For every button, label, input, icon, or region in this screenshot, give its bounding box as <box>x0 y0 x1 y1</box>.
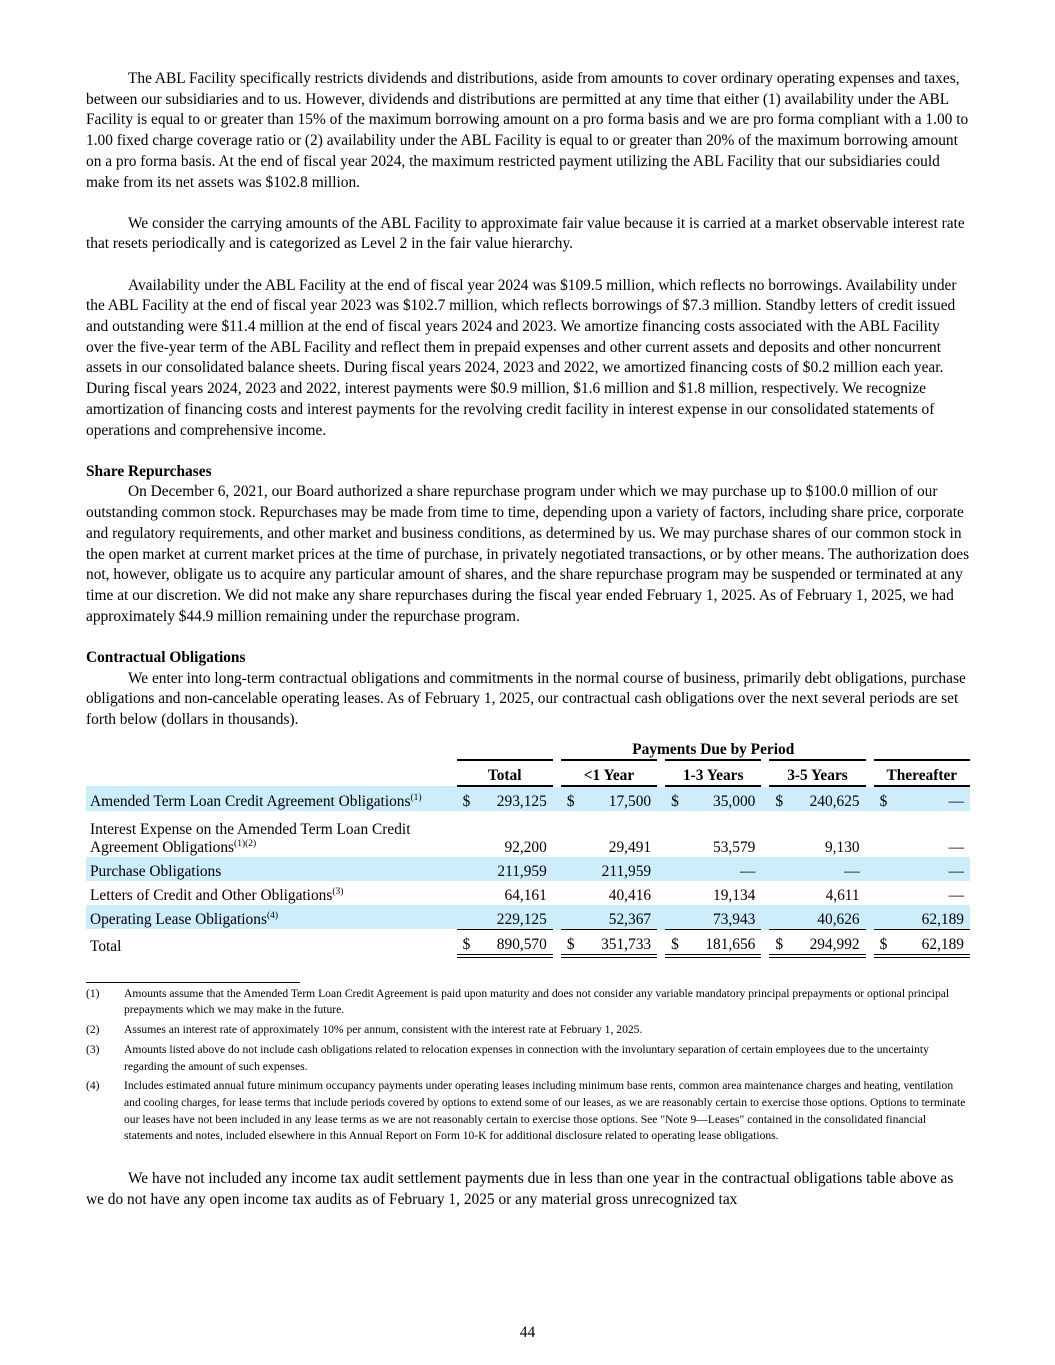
row-label: Interest Expense on the Amended Term Loan Credit Agreement Obligations$^{(1)(2)}$ <box>90 820 411 856</box>
footnote-text: Assumes an interest rate of approximately 10% per annum, consistent with the interest rate at February 1, 2025. <box>124 1023 643 1037</box>
cell-value: 17,500 <box>580 786 661 811</box>
cell-value: 229,125 <box>476 905 557 930</box>
paragraph-abl-restrictions: The ABL Facility specifically restricts dividends and distributions, aside from amounts to cover ordinary operating expenses and taxes, between our subsidiaries and to us. However, dividends and distributions are permitted at any time that either (1) availability under the ABL Facility is equal to or greater than 15% of the maximum borrowing amount on a pro forma basis and we are pro forma compliant with a 1.00 to 1.00 fixed charge coverage ratio or (2) availability under the ABL Facility is equal to or greater than 20% of the maximum borrowing amount on a pro forma basis. At the end of fiscal year 2024, the maximum restricted payment utilizing the ABL Facility that our subsidiaries could make from its net assets was $102.8 million. <box>86 70 969 191</box>
column-header: 1-3 Years <box>661 760 765 786</box>
footnote <box>86 1022 970 1039</box>
currency-symbol <box>870 857 894 881</box>
cell-value: 211,959 <box>476 857 557 881</box>
contractual-obligations-table <box>86 735 970 958</box>
footnote-text: Amounts assume that the Amended Term Loan Credit Agreement is paid upon maturity and does not consider any variable mandatory principal prepayments or optional principal prepayments which we may make in the future. <box>124 986 950 1017</box>
cell-value: 211,959 <box>580 857 661 881</box>
table-row <box>86 857 970 881</box>
footnote-text: Includes estimated annual future minimum occupancy payments under operating leases including minimum base rents, common area maintenance charges and heating, ventilation and cooling charges, for lease terms that include periods covered by options to extend some of our leases, as we are reasonably certain to exercise those options. Options to terminate our leases have not been included in any lease terms as we are not reasonably certain to exercise those options. See "Note 9—Leases" contained in the consolidated financial statements and notes, included elsewhere in this Annual Report on Form 10-K for additional disclosure related to operating lease obligations. <box>124 1079 966 1143</box>
footnote-rule <box>86 982 300 983</box>
currency-symbol: $ <box>457 929 477 956</box>
row-label: Purchase Obligations <box>86 857 457 881</box>
cell-value: 40,626 <box>789 905 870 930</box>
cell-value: — <box>948 838 964 856</box>
paragraph-contractual: We enter into long-term contractual obligations and commitments in the normal course of business, primarily debt obligations, purchase obligations and non-cancelable operating leases. As of February 1, 2025, our contractual cash obligations over the next several periods are set forth below (dollars in thousands). <box>86 669 966 728</box>
currency-symbol <box>870 811 894 857</box>
currency-symbol <box>457 905 477 930</box>
cell-value: 92,200 <box>504 838 547 856</box>
cell-value: 40,416 <box>608 886 652 904</box>
currency-symbol <box>661 857 685 881</box>
footnote-text: Amounts listed above do not include cash obligations related to relocation expenses in connection with the involuntary separation of certain employees due to the uncertainty regarding the amount of such expenses. <box>124 1042 929 1073</box>
cell-value: 181,656 <box>685 929 766 956</box>
cell-value: — <box>893 786 970 811</box>
cell-value: 73,943 <box>685 905 766 930</box>
paragraph-closing: We have not included any income tax audit settlement payments due in less than one year in the contractual obligations table above as we do not have any open income tax audits as of February 1, 2025 or any material gross unrecognized tax <box>86 1170 954 1208</box>
table-row <box>86 786 970 811</box>
cell-value: 4,611 <box>825 886 860 904</box>
footnote-key: (4) <box>86 1079 100 1093</box>
currency-symbol <box>870 905 894 930</box>
group-header: Payments Due by Period <box>457 735 970 760</box>
cell-value: 9,130 <box>824 838 860 856</box>
currency-symbol <box>661 811 685 857</box>
currency-symbol <box>765 905 789 930</box>
footnote-key: (2) <box>86 1023 100 1037</box>
cell-value: 62,189 <box>893 929 970 956</box>
footnote-ref: (4) <box>266 911 279 922</box>
page-number: 44 <box>519 1324 536 1341</box>
currency-symbol: $ <box>557 786 581 811</box>
currency-symbol <box>765 881 789 905</box>
paragraph-availability: Availability under the ABL Facility at the end of fiscal year 2024 was $109.5 million, which reflects no borrowings. Availability under the ABL Facility at the end of fiscal year 2023 was $102.7 million, which reflects borrowings of $7.3 million. Standby letters of credit issued and outstanding were $11.4 million at the end of fiscal years 2024 and 2023. We amortize financing costs associated with the ABL Facility over the five-year term of the ABL Facility and reflect them in prepaid expenses and other current assets and deposits and other noncurrent assets in our consolidated balance sheets. During fiscal years 2024, 2023 and 2022, we amortized financing costs of $0.2 million each year. During fiscal years 2024, 2023 and 2022, interest payments were $0.9 million, $1.6 million and $1.8 million, respectively. We recognize amortization of financing costs and interest payments for the revolving credit facility in interest expense in our consolidated statements of operations and comprehensive income. <box>86 276 957 439</box>
footnotes <box>86 986 970 1145</box>
currency-symbol: $ <box>661 786 685 811</box>
currency-symbol: $ <box>661 929 685 956</box>
currency-symbol <box>557 881 581 905</box>
currency-symbol <box>557 811 581 857</box>
cell-value: 62,189 <box>893 905 970 930</box>
cell-value: 64,161 <box>504 886 547 904</box>
currency-symbol <box>661 905 685 930</box>
cell-value: 35,000 <box>685 786 766 811</box>
footnote-key: (1) <box>86 986 100 1000</box>
cell-value: 19,134 <box>713 886 756 904</box>
currency-symbol <box>765 811 789 857</box>
footnote <box>86 1078 970 1145</box>
row-label: Amended Term Loan Credit Agreement Obligations$^{(1)}$ <box>86 786 457 811</box>
cell-value: 294,992 <box>789 929 870 956</box>
currency-symbol <box>870 881 894 905</box>
cell-value: 240,625 <box>789 786 870 811</box>
heading-share-repurchases: Share Repurchases <box>86 462 212 480</box>
cell-value: — <box>685 857 766 881</box>
cell-value: 890,570 <box>476 929 557 956</box>
table-row <box>86 881 970 905</box>
column-header: Thereafter <box>870 760 970 786</box>
table-row <box>86 905 970 930</box>
cell-value: 293,125 <box>476 786 557 811</box>
currency-symbol <box>765 857 789 881</box>
cell-value: — <box>948 886 964 904</box>
currency-symbol: $ <box>765 786 789 811</box>
cell-value: — <box>893 857 970 881</box>
currency-symbol: $ <box>765 929 789 956</box>
currency-symbol <box>661 881 685 905</box>
currency-symbol <box>457 857 477 881</box>
column-header: <1 Year <box>557 760 661 786</box>
paragraph-share-repurchases: On December 6, 2021, our Board authorized a share repurchase program under which we may purchase up to $100.0 million of our outstanding common stock. Repurchases may be made from time to time, depending upon a variety of factors, including share price, corporate and regulatory requirements, and other market and business conditions, as determined by us. We may purchase shares of our common stock in the open market at current market prices at the time of purchase, in privately negotiated transactions, or by other means. The authorization does not, however, obligate us to acquire any particular amount of shares, and the share repurchase program may be suspended or terminated at any time at our discretion. We did not make any share repurchases during the fiscal year ended February 1, 2025. As of February 1, 2025, we had approximately $44.9 million remaining under the repurchase program. <box>86 483 970 625</box>
column-header: Total <box>457 760 557 786</box>
currency-symbol: $ <box>870 929 894 956</box>
currency-symbol <box>457 881 477 905</box>
currency-symbol: $ <box>457 786 477 811</box>
footnote-ref: (1)(2) <box>234 838 257 849</box>
currency-symbol <box>457 811 477 857</box>
cell-value: 29,491 <box>608 838 652 856</box>
footnote-ref: (3) <box>332 886 344 897</box>
footnote-key: (3) <box>86 1042 100 1056</box>
column-header: 3-5 Years <box>765 760 869 786</box>
currency-symbol: $ <box>557 929 581 956</box>
cell-value: 351,733 <box>580 929 661 956</box>
heading-contractual-obligations: Contractual Obligations <box>86 648 246 666</box>
row-label: Total <box>90 937 122 955</box>
currency-symbol <box>557 905 581 930</box>
cell-value: 53,579 <box>713 838 756 856</box>
row-label: Operating Lease Obligations$^{(4)}$ <box>86 905 457 930</box>
table-row <box>86 929 970 956</box>
footnote-ref: (1) <box>410 792 422 803</box>
cell-value: 52,367 <box>580 905 661 930</box>
paragraph-fair-value: We consider the carrying amounts of the ABL Facility to approximate fair value because it is carried at a market observable interest rate that resets periodically and is categorized as Level 2 in the fair value hierarchy. <box>86 214 965 253</box>
footnote <box>86 986 970 1019</box>
cell-value: — <box>789 857 870 881</box>
currency-symbol <box>557 857 581 881</box>
footnote <box>86 1042 970 1075</box>
row-label: Letters of Credit and Other Obligations$^{(3)}$ <box>90 886 344 904</box>
table-row <box>86 811 970 857</box>
currency-symbol: $ <box>870 786 894 811</box>
